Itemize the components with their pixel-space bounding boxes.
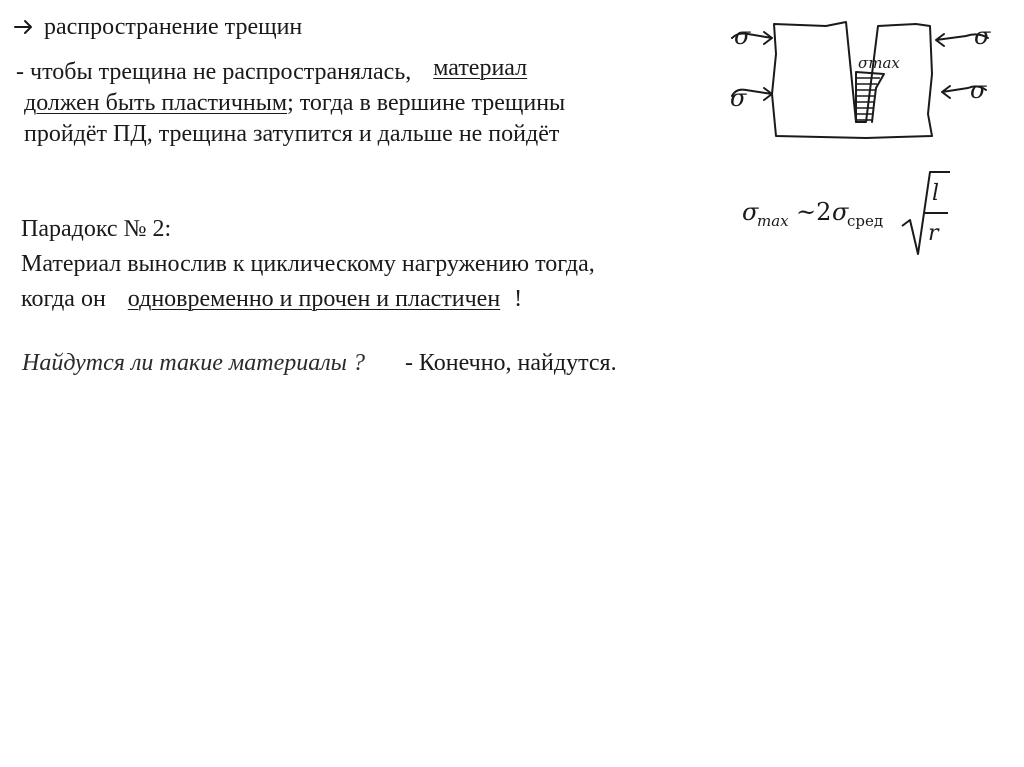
- formula-relation: ~2: [796, 198, 832, 226]
- paradox-line-2-start: когда он: [21, 286, 106, 312]
- paragraph-line-3: пройдёт ПД, трещина затупится и дальше не пойдёт: [24, 121, 560, 147]
- sigma-max-label: σmax: [858, 54, 900, 72]
- formula-rhs: σ: [832, 198, 849, 226]
- sigma-left-bottom: σ: [730, 84, 747, 112]
- formula-numerator: l: [932, 181, 940, 206]
- crack-diagram: [716, 14, 1016, 156]
- formula-denominator: r: [928, 221, 939, 246]
- sigma-right-bottom: σ: [970, 76, 987, 104]
- arrow-right-icon: [14, 12, 38, 42]
- paradox-title: Парадокс № 2:: [21, 216, 172, 242]
- underlined-strong-plastic: одновременно и прочен и пластичен: [127, 286, 501, 312]
- paragraph-line-1: [16, 57, 527, 87]
- sigma-right-top: σ: [974, 22, 991, 50]
- formula-lhs: σ: [742, 198, 759, 226]
- bullet-heading: [14, 12, 302, 42]
- sigma-left-top: σ: [734, 22, 751, 50]
- underlined-material: материал: [433, 55, 528, 81]
- underlined-plastic: должен быть пластичным: [24, 90, 288, 116]
- question-line: [22, 348, 617, 378]
- formula-rhs-sub: сред: [847, 212, 884, 230]
- exclamation: !: [514, 286, 523, 312]
- bullet-text: распространение трещин: [44, 14, 303, 40]
- paradox-line-1: Материал вынослив к циклическому нагружению тогда,: [21, 251, 595, 277]
- paragraph-line-1-start: - чтобы трещина не распространялась,: [16, 59, 412, 85]
- paragraph-line-2-rest: ; тогда в вершине трещины: [287, 90, 566, 116]
- paragraph-line-2: [24, 88, 565, 118]
- question-italic: Найдутся ли такие материалы ?: [22, 350, 365, 376]
- question-answer: - Конечно, найдутся.: [404, 350, 617, 376]
- paradox-line-2: [21, 284, 522, 314]
- formula-lhs-sub: max: [757, 212, 789, 230]
- block-outline: [772, 22, 932, 138]
- sigma-formula: [738, 168, 978, 258]
